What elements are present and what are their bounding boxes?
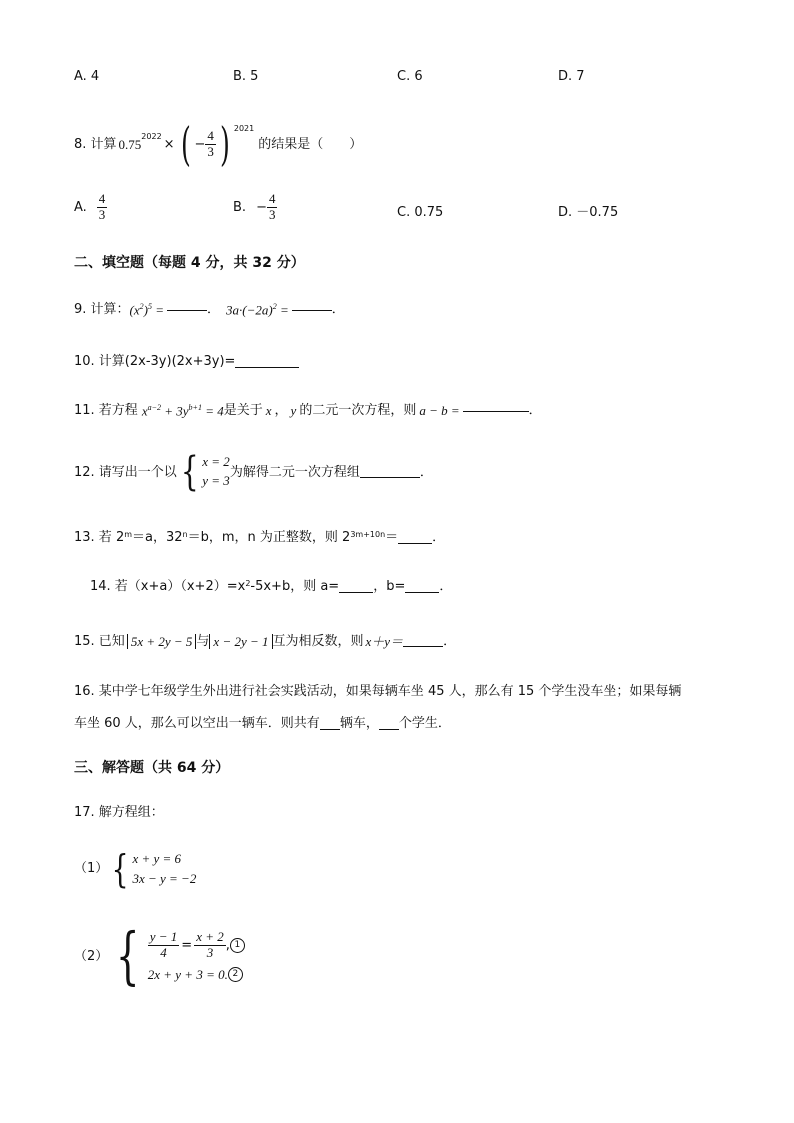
q13-mid1: ＝a，32	[132, 530, 183, 545]
q8-frac-num: 4	[207, 127, 214, 143]
q9-end: ．	[331, 302, 345, 318]
q15-end: ．	[443, 634, 457, 649]
q14-prefix: 14. 若（x+a）（x+2）=x	[90, 579, 246, 594]
q12-brace: {	[180, 449, 199, 495]
q8-exp2: 2021	[233, 124, 255, 133]
q17-p1-line1: x + y = 6	[132, 851, 182, 866]
q17-p2-label: （2）	[74, 948, 109, 964]
q11-mid2: 的二元一次方程，则	[299, 403, 417, 419]
q13-sup3: 3m+10n	[350, 530, 386, 539]
q14	[90, 580, 452, 593]
q17-p2-line2: 2x + y + 3 = 0.	[147, 966, 228, 982]
q9-label: 9. 计算：	[74, 302, 130, 318]
q14-sup: 2	[245, 579, 251, 588]
q8-option-d: D. －0.75	[558, 205, 619, 220]
q8-opt-a-den: 3	[98, 206, 106, 222]
q17-p2-system	[148, 930, 245, 982]
q8-opt-a-fraction	[97, 192, 108, 223]
q10-text: 10. 计算(2x-3y)(2x+3y)=	[74, 354, 236, 369]
q17-p2-eq2	[148, 967, 245, 982]
q17-p2-num1: y − 1	[149, 929, 178, 945]
q15-mid2: 互为相反数，则	[272, 634, 364, 649]
q9-sep: ．	[207, 302, 221, 318]
q12-suffix: 为解得二元一次方程组	[229, 464, 360, 480]
q16-line2a: 车坐 60 人，那么可以空出一辆车．则共有	[74, 716, 320, 731]
q15-blank[interactable]	[403, 645, 443, 647]
q8-right-paren: )	[219, 117, 230, 171]
q10-blank[interactable]	[235, 366, 299, 368]
q8-opt-a-label: A.	[74, 199, 87, 215]
q13-sup2: n	[182, 530, 188, 539]
q13-prefix: 13. 若 2	[74, 530, 125, 545]
q8-stem	[74, 117, 363, 171]
q17-p2-frac2	[194, 930, 226, 961]
q7-option-b: B. 5	[233, 69, 259, 84]
q11-exp2: b+1	[188, 403, 202, 412]
q8-prefix: 8. 计算	[74, 136, 117, 152]
q8-option-a	[74, 192, 107, 223]
q8-base: 0.75	[118, 136, 142, 152]
q13-mid2: ＝b，m，n 为正整数，则 2	[187, 530, 351, 545]
q8-left-paren: (	[180, 117, 191, 171]
q15-abs1: 5x + 2y − 5	[127, 634, 197, 649]
q15	[74, 634, 456, 649]
q15-xy: x＋y＝	[365, 634, 404, 649]
q15-prefix: 15. 已知	[74, 634, 125, 649]
q16-line1: 16. 某中学七年级学生外出进行社会实践活动，如果每辆车坐 45 人，那么有 15 个学生没车坐；如果每辆	[74, 684, 682, 699]
q9-expr1: $(x^2)^5$ =	[129, 302, 165, 318]
q7-option-a: A. 4	[74, 69, 100, 84]
q8-times: ×	[163, 136, 175, 152]
q11-mid: 是关于	[223, 403, 263, 419]
q17-p2-eq: =	[181, 938, 193, 953]
q17-p1-brace: {	[111, 846, 129, 891]
q8-suffix: 的结果是（ ）	[258, 136, 363, 152]
q12-line1: x = 2	[202, 454, 230, 470]
q8-fraction	[205, 129, 216, 160]
q17-p1-label: （1）	[74, 861, 109, 876]
q11-prefix: 11. 若方程	[74, 403, 138, 419]
q16-line2	[74, 717, 451, 730]
q8-opt-b-minus: −	[256, 199, 267, 215]
q14-mid2: ，b=	[373, 579, 406, 594]
q12-blank[interactable]	[360, 476, 420, 478]
q12-end: ．	[419, 464, 433, 480]
q8-option-c: C. 0.75	[397, 205, 444, 220]
q8-option-b	[233, 192, 277, 223]
q14-blank-a[interactable]	[339, 591, 373, 593]
q16-line2b: 辆车，	[339, 716, 379, 731]
q12-system	[202, 453, 230, 491]
q17-p1-system	[132, 849, 196, 888]
q8-opt-b-label: B.	[233, 199, 247, 215]
q9-expr2: $3a\cdot(-2a)^2$ =	[226, 302, 289, 318]
q16-line2c: 个学生．	[398, 716, 451, 731]
q11-end: ．	[528, 403, 542, 419]
q17-p2-mark2: 2	[228, 967, 243, 982]
q13	[74, 531, 445, 544]
q17-p2-num2: x + 2	[196, 929, 224, 945]
q14-blank-b[interactable]	[405, 591, 439, 593]
q13-end: ．	[432, 530, 446, 545]
q12-prefix: 12. 请写出一个以	[74, 464, 177, 480]
q8-opt-b-den: 3	[268, 206, 276, 222]
q16-blank-cars[interactable]	[320, 728, 340, 730]
q14-end: ．	[439, 579, 453, 594]
q17-p2-eq1: $\frac{y - 1}{4}$ = $\frac{x + 2}{3}$ , 1	[148, 930, 245, 961]
q12-line2: y = 3	[202, 473, 230, 488]
section-2-title: 二、填空题（每题 4 分，共 32 分）	[74, 255, 305, 271]
q7-option-d: D. 7	[558, 69, 585, 84]
q11-exp1: a−2	[147, 403, 161, 412]
q17-part1	[74, 846, 197, 891]
q7-option-c: C. 6	[397, 69, 423, 84]
q11-x: x	[265, 403, 272, 419]
q8-opt-b-fraction	[267, 192, 278, 223]
q17-p2-den1: 4	[160, 945, 167, 960]
q14-mid: -5x+b，则 a=	[250, 579, 340, 594]
q12	[74, 449, 433, 495]
q9	[74, 303, 345, 316]
q17-p2-brace: {	[116, 919, 140, 992]
q17-p2-mark1: 1	[230, 938, 245, 953]
q15-mid: 与	[196, 634, 210, 649]
q11-comma: ，	[274, 403, 288, 419]
q11-equation: $x^{a-2} + 3y^{b+1} = 4$	[141, 403, 224, 419]
q17-p1-line2: 3x − y = −2	[132, 870, 197, 886]
q13-mid3: ＝	[385, 530, 399, 545]
q8-opt-b-num: 4	[268, 191, 276, 206]
q16-blank-students[interactable]	[379, 728, 399, 730]
q8-minus: −	[194, 136, 206, 152]
q17-p2-frac1	[148, 930, 180, 961]
q8-exp1: 2022	[141, 132, 162, 141]
q17-part2	[74, 919, 245, 992]
section-3-title: 三、解答题（共 64 分）	[74, 760, 230, 776]
q8-frac-den: 3	[207, 143, 214, 159]
q17-title: 17. 解方程组：	[74, 805, 164, 820]
q11	[74, 404, 542, 417]
q11-ab: a − b =	[419, 403, 460, 419]
q11-y: y	[290, 403, 297, 419]
q11-blank[interactable]	[463, 410, 529, 412]
q13-sup1: m	[124, 530, 133, 539]
q13-blank[interactable]	[398, 542, 432, 544]
q17-p2-den2: 3	[206, 945, 214, 960]
q9-blank-2[interactable]	[292, 309, 332, 311]
q10	[74, 355, 299, 368]
q9-blank-1[interactable]	[167, 309, 207, 311]
q8-opt-a-num: 4	[98, 191, 106, 206]
q15-abs2: x − 2y − 1	[209, 634, 272, 649]
